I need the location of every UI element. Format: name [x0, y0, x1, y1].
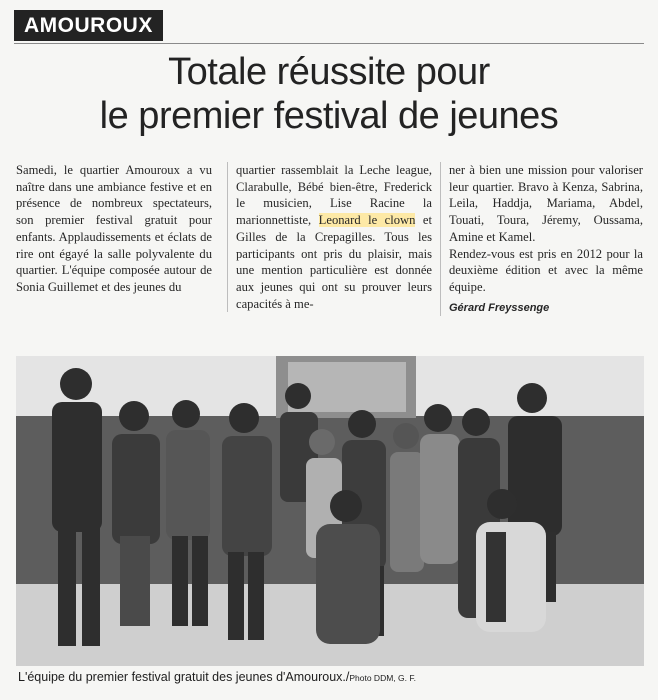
article-column-1: [16, 162, 212, 296]
paragraph-2-start: quartier rassemblait la Leche league, Clarabulle, Bébé bien-être, Frederick le musicien, Lise Racine la marionnettiste,: [236, 163, 432, 228]
paragraph-1: Samedi, le quartier Amouroux a vu naître dans une ambiance festive et en présence de nombreux spectateurs, son premier festival gratuit pour enfants. Applaudissements et éclats de rire ont égayé la salle polyvalente du quartier. L'équipe composée autour de Sonia Guillemet et des jeunes du: [16, 163, 212, 294]
paragraph-2: [236, 162, 432, 312]
section-kicker: AMOUROUX: [14, 10, 163, 41]
article-body: [16, 162, 646, 352]
highlighted-text: Leonard le clown: [318, 213, 416, 228]
article-column-3: [440, 162, 643, 316]
headline-line-1: Totale réussite pour: [168, 51, 490, 93]
paragraph-4: Rendez-vous est pris en 2012 pour la deuxième édition et avec la même équipe.: [449, 246, 643, 294]
photo-credit: Photo DDM, G. F.: [349, 673, 416, 683]
photo-caption: [18, 670, 648, 684]
author-signature: Gérard Freyssenge: [449, 301, 550, 314]
group-photo: [16, 356, 644, 666]
paragraph-2-end: et Gilles de la Crepagilles. Tous les participants ont pris du plaisir, mais une mention particulière est donnée aux jeunes qui ont su prouver leurs capacités à me-: [236, 213, 432, 311]
paragraph-3: ner à bien une mission pour valoriser leur quartier. Bravo à Kenza, Sabrina, Leila, Haddja, Mariama, Abdel, Touati, Toura, Jéremy, Oussama, Amine et Kamel.: [449, 163, 643, 244]
headline: [0, 50, 658, 138]
caption-text: L'équipe du premier festival gratuit des jeunes d'Amouroux./: [18, 670, 350, 684]
headline-line-2: le premier festival de jeunes: [99, 95, 559, 137]
group-photo-illustration: [16, 356, 644, 666]
article-column-2: [227, 162, 432, 312]
header-rule: [14, 43, 644, 44]
